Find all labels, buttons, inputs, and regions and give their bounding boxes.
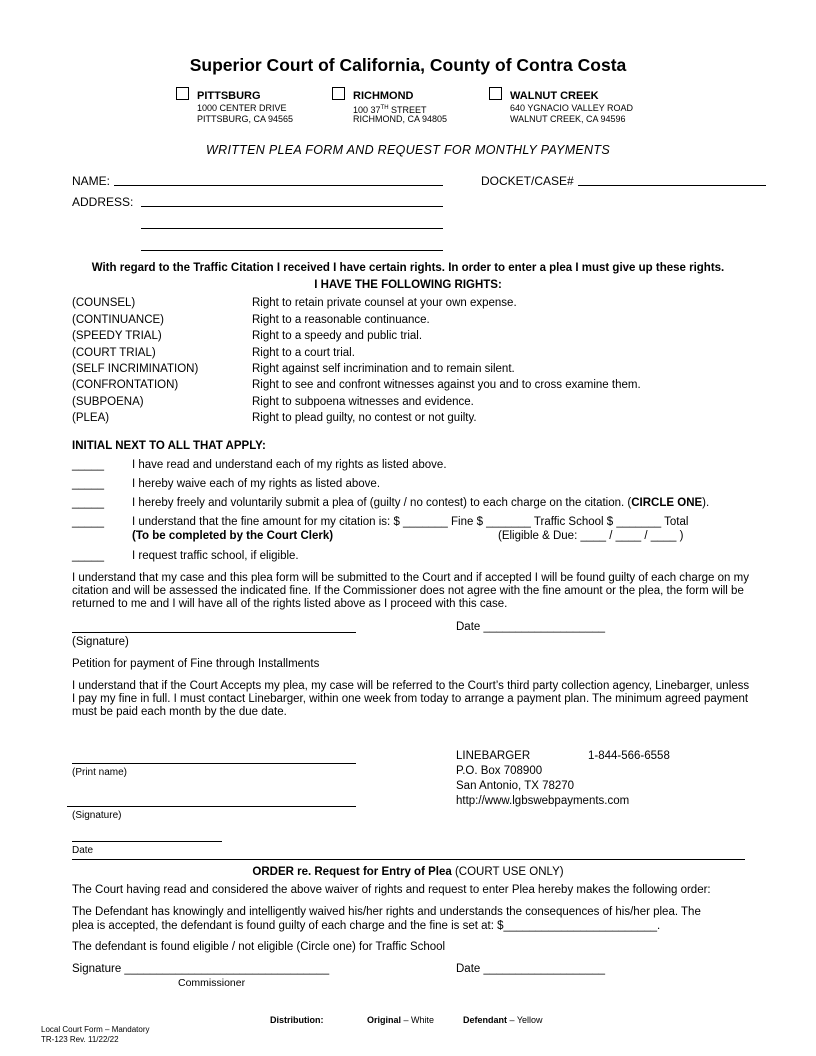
clerk-note: (To be completed by the Court Clerk) bbox=[132, 530, 334, 542]
richmond-address-1: 100 37TH STREET bbox=[353, 105, 427, 115]
order-line-3: The defendant is found eligible / not eligible (Circle one) for Traffic School bbox=[72, 941, 446, 953]
right-term: (CONFRONTATION) bbox=[72, 379, 179, 391]
order-signature-line[interactable]: Signature ________________________________ bbox=[72, 963, 330, 975]
right-term: (COUNSEL) bbox=[72, 297, 136, 309]
signature-label-2: (Signature) bbox=[72, 810, 122, 821]
right-desc: Right to subpoena witnesses and evidence. bbox=[252, 396, 474, 408]
address-field-3[interactable] bbox=[141, 250, 443, 251]
plea-statement: I understand that my case and this plea form will be submitted to the Court and if accepted I will be found guilty of each charge on my citation and will be assessed the indicated fine. If the Commissioner does not agree with the fine amount or the plea, the form will be returned to me and I will have all of the rights listed above as I proceed with this case. bbox=[72, 572, 749, 610]
signature-line-2[interactable] bbox=[67, 806, 356, 807]
name-field[interactable] bbox=[114, 185, 443, 186]
pittsburg-label: PITTSBURG bbox=[197, 90, 261, 102]
initial-item-5: I request traffic school, if eligible. bbox=[132, 550, 299, 562]
signature-label-1: (Signature) bbox=[72, 636, 129, 648]
date-label-2: Date bbox=[72, 845, 94, 856]
date-line-1[interactable]: Date ___________________ bbox=[456, 621, 606, 633]
order-date-line[interactable]: Date ___________________ bbox=[456, 963, 606, 975]
right-desc: Right against self incrimination and to remain silent. bbox=[252, 363, 515, 375]
right-desc: Right to plead guilty, no contest or not guilty. bbox=[252, 412, 477, 424]
address-label: ADDRESS: bbox=[72, 195, 134, 209]
address-field-2[interactable] bbox=[141, 228, 443, 229]
right-desc: Right to see and confront witnesses against you and to cross examine them. bbox=[252, 379, 641, 391]
eligible-due-date[interactable]: (Eligible & Due: ____ / ____ / ____ ) bbox=[498, 530, 684, 542]
docket-label: DOCKET/CASE# bbox=[481, 174, 574, 188]
print-name-label: (Print name) bbox=[72, 767, 128, 778]
right-term: (SELF INCRIMINATION) bbox=[72, 363, 199, 375]
form-number: TR-123 Rev. 11/22/22 bbox=[41, 1035, 119, 1044]
agency-name: LINEBARGER bbox=[456, 750, 531, 762]
address-field-1[interactable] bbox=[141, 206, 443, 207]
right-desc: Right to a reasonable continuance. bbox=[252, 314, 430, 326]
distribution-defendant: Defendant – Yellow bbox=[463, 1015, 543, 1025]
agency-phone: 1-844-566-6558 bbox=[588, 750, 670, 762]
richmond-label: RICHMOND bbox=[353, 90, 414, 102]
right-term: (PLEA) bbox=[72, 412, 110, 424]
order-divider bbox=[72, 859, 745, 860]
walnut-creek-label: WALNUT CREEK bbox=[510, 90, 599, 102]
distribution-label: Distribution: bbox=[270, 1015, 324, 1025]
initial-item-3: I hereby freely and voluntarily submit a plea of (guilty / no contest) to each charge on the citation. (CIRCLE ONE). bbox=[132, 497, 710, 509]
pittsburg-checkbox[interactable] bbox=[176, 87, 189, 100]
agency-city: San Antonio, TX 78270 bbox=[456, 780, 575, 792]
initial-item-2: I hereby waive each of my rights as listed above. bbox=[132, 478, 381, 490]
petition-text: I understand that if the Court Accepts my plea, my case will be referred to the Court’s third party collection agency, Linebarger, unless I pay my fine in full. I must contact Linebarger, within one week from today to arrange a payment plan. The minimum agreed payment must be paid each month by the due date. bbox=[72, 680, 750, 718]
initial-item-1: I have read and understand each of my rights as listed above. bbox=[132, 459, 447, 471]
court-title: Superior Court of California, County of Contra Costa bbox=[189, 55, 627, 75]
right-desc: Right to a court trial. bbox=[252, 347, 355, 359]
right-term: (CONTINUANCE) bbox=[72, 314, 164, 326]
rights-heading: I HAVE THE FOLLOWING RIGHTS: bbox=[314, 279, 502, 291]
docket-field[interactable] bbox=[578, 185, 766, 186]
order-line-2a: The Defendant has knowingly and intelligently waived his/her rights and understands the consequences of his/her plea. The bbox=[72, 906, 701, 918]
richmond-address-2: RICHMOND, CA 94805 bbox=[353, 114, 448, 124]
date-line-2[interactable] bbox=[72, 841, 222, 842]
walnut-creek-address-2: WALNUT CREEK, CA 94596 bbox=[510, 114, 626, 124]
form-title: WRITTEN PLEA FORM AND REQUEST FOR MONTHLY PAYMENTS bbox=[206, 143, 610, 157]
initial-blank[interactable]: _____ bbox=[72, 478, 104, 490]
right-term: (COURT TRIAL) bbox=[72, 347, 156, 359]
distribution-original: Original – White bbox=[367, 1015, 435, 1025]
order-line-2b: plea is accepted, the defendant is found guilty of each charge and the fine is set at: $________________________. bbox=[72, 920, 661, 932]
richmond-checkbox[interactable] bbox=[332, 87, 345, 100]
right-desc: Right to retain private counsel at your own expense. bbox=[252, 297, 517, 309]
name-label: NAME: bbox=[72, 174, 111, 188]
agency-po-box: P.O. Box 708900 bbox=[456, 765, 543, 777]
walnut-creek-checkbox[interactable] bbox=[489, 87, 502, 100]
order-title: ORDER re. Request for Entry of Plea (COURT USE ONLY) bbox=[252, 866, 564, 878]
commissioner-label: Commissioner bbox=[178, 977, 246, 989]
initial-blank[interactable]: _____ bbox=[72, 516, 104, 528]
pittsburg-address-1: 1000 CENTER DRIVE bbox=[197, 103, 287, 113]
right-term: (SUBPOENA) bbox=[72, 396, 144, 408]
signature-line-1[interactable] bbox=[72, 632, 356, 633]
initial-blank[interactable]: _____ bbox=[72, 550, 104, 562]
petition-title: Petition for payment of Fine through Installments bbox=[72, 658, 320, 670]
right-desc: Right to a speedy and public trial. bbox=[252, 330, 423, 342]
order-line-1: The Court having read and considered the above waiver of rights and request to enter Plea hereby makes the following order: bbox=[72, 884, 711, 896]
rights-intro: With regard to the Traffic Citation I received I have certain rights. In order to enter a plea I must give up these rights. bbox=[91, 262, 725, 274]
initial-blank[interactable]: _____ bbox=[72, 497, 104, 509]
pittsburg-address-2: PITTSBURG, CA 94565 bbox=[197, 114, 294, 124]
agency-url[interactable]: http://www.lgbswebpayments.com bbox=[456, 795, 630, 807]
initial-item-4: I understand that the fine amount for my citation is: $ _______ Fine $ _______ Traffic School $ _______ Total bbox=[132, 516, 689, 528]
initials-heading: INITIAL NEXT TO ALL THAT APPLY: bbox=[72, 440, 266, 452]
form-type: Local Court Form – Mandatory bbox=[41, 1025, 150, 1034]
right-term: (SPEEDY TRIAL) bbox=[72, 330, 162, 342]
walnut-creek-address-1: 640 YGNACIO VALLEY ROAD bbox=[510, 103, 634, 113]
print-name-line[interactable] bbox=[72, 763, 356, 764]
initial-blank[interactable]: _____ bbox=[72, 459, 104, 471]
